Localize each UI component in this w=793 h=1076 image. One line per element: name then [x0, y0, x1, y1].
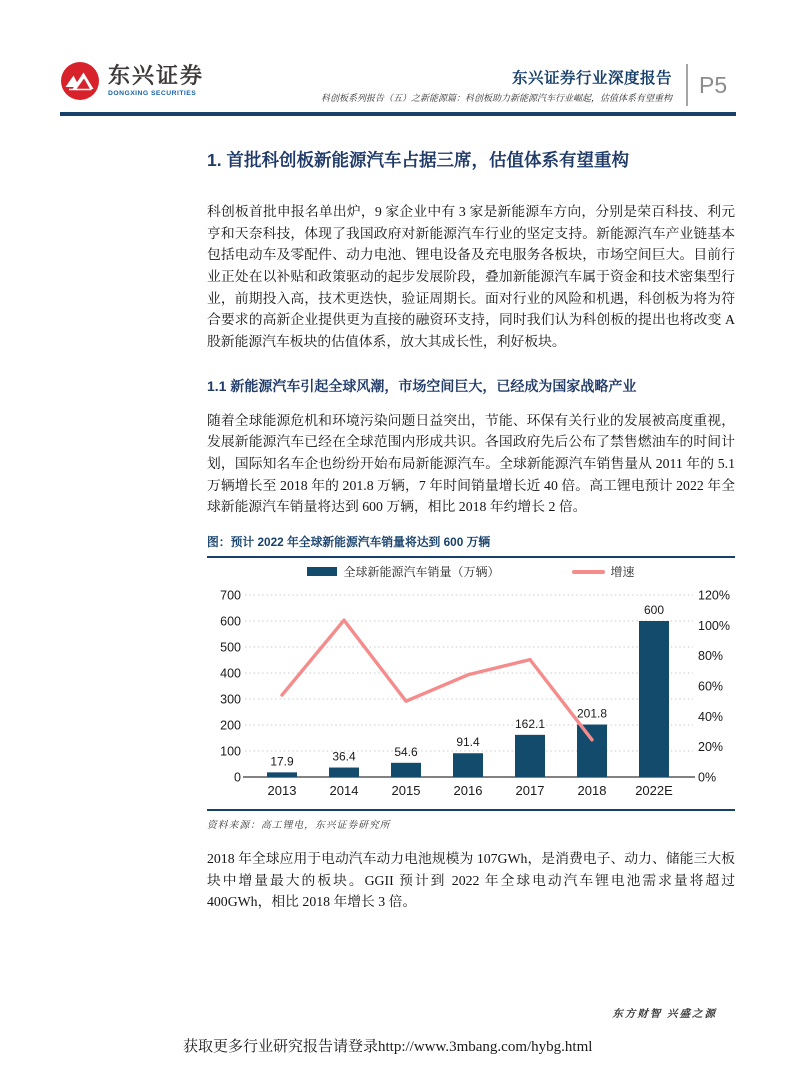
brand-logo	[60, 61, 204, 101]
sales-growth-chart	[207, 579, 735, 809]
svg-text:36.4: 36.4	[332, 749, 356, 764]
legend-label-growth: 增速	[610, 565, 635, 580]
svg-text:2017: 2017	[515, 782, 545, 798]
svg-text:2015: 2015	[391, 782, 421, 798]
dongxing-logo-icon	[60, 61, 100, 101]
svg-text:80%: 80%	[698, 649, 724, 664]
svg-text:100%: 100%	[698, 618, 730, 633]
svg-text:120%: 120%	[698, 588, 730, 603]
svg-text:2013: 2013	[267, 782, 297, 798]
legend-item-sales	[307, 563, 499, 580]
chart-legend	[207, 565, 735, 579]
brand-name-cn: 东兴证券	[108, 63, 205, 88]
footer-slogan: 东方财智 兴盛之源	[612, 1009, 717, 1020]
paragraph-3: 2018 年全球应用于电动汽车动力电池规模为 107GWh，是消费电子、动力、储能三大板块中增量最大的板块。GGII 预计到 2022 年全球电动汽车锂电池需求量将超过 400GWh，相比 2018 年增长 3 倍。	[207, 850, 735, 910]
section-1-heading: 1. 首批科创板新能源汽车占据三席，估值体系有望重构	[207, 150, 629, 170]
figure-title: 图：预计 2022 年全球新能源汽车销量将达到 600 万辆	[207, 534, 491, 549]
paragraph-1: 科创板首批申报名单出炉，9 家企业中有 3 家是新能源车方向，分别是荣百科技、利元亨和天奈科技，体现了我国政府对新能源汽车行业的坚定支持。新能源汽车产业链基本包括电动车及零配件、动力电池、锂电设备及充电服务各板块，市场空间巨大。目前行业正处在以补贴和政策驱动的起步发展阶段，叠加新能源汽车属于资金和技术密集型行业，前期投入高，技术更迭快，验证周期长。面对行业的风险和机遇，科创板为将为符合要求的高新企业提供更为直接的融资环支持，同时我们认为科创板的提出也将改变 A 股新能源汽车板块的估值体系，放大其成长性，利好板块。	[207, 204, 735, 349]
svg-text:17.9: 17.9	[270, 754, 294, 769]
report-type-title: 东兴证券行业深度报告	[511, 70, 672, 87]
svg-text:500: 500	[220, 640, 241, 655]
line-swatch-icon	[572, 570, 605, 574]
svg-text:91.4: 91.4	[456, 735, 480, 750]
header-rule	[60, 112, 736, 116]
svg-text:20%: 20%	[698, 740, 724, 755]
legend-label-sales: 全球新能源汽车销量（万辆）	[343, 565, 500, 580]
bar-swatch-icon	[307, 567, 337, 576]
svg-text:400: 400	[220, 666, 241, 681]
svg-text:60%: 60%	[698, 679, 724, 694]
svg-text:40%: 40%	[698, 709, 724, 724]
figure-ev-sales	[207, 533, 735, 831]
section-1-1-heading: 1.1 新能源汽车引起全球风潮，市场空间巨大，已经成为国家战略产业	[207, 377, 637, 394]
figure-top-rule	[207, 556, 735, 558]
report-subtitle: 科创板系列报告（五）之新能源篇：科创板助力新能源汽车行业崛起，估值体系有望重构	[320, 93, 672, 103]
report-header	[252, 66, 672, 104]
svg-text:0%: 0%	[698, 770, 717, 785]
svg-text:600: 600	[643, 602, 665, 617]
svg-text:300: 300	[220, 692, 241, 707]
main-content	[207, 147, 735, 913]
svg-text:2022E: 2022E	[635, 782, 673, 798]
figure-source: 资料来源：高工锂电，东兴证券研究所	[207, 819, 391, 831]
svg-text:700: 700	[220, 588, 241, 603]
svg-text:200: 200	[220, 718, 241, 733]
svg-text:2016: 2016	[453, 782, 483, 798]
svg-text:0: 0	[234, 770, 241, 785]
svg-text:600: 600	[220, 614, 241, 629]
brand-logo-text	[108, 65, 204, 97]
footer-promo-url: 获取更多行业研究报告请登录http://www.3mbang.com/hybg.html	[183, 1039, 593, 1055]
header-divider	[686, 64, 688, 106]
svg-text:100: 100	[220, 744, 241, 759]
brand-name-en: DONGXING SECURITIES	[108, 90, 197, 97]
figure-bottom-rule	[207, 809, 735, 811]
paragraph-2: 随着全球能源危机和环境污染问题日益突出，节能、环保有关行业的发展被高度重视，发展新能源汽车已经在全球范围内形成共识。各国政府先后公布了禁售燃油车的时间计划，国际知名车企也纷纷开始布局新能源汽车。全球新能源汽车销售量从 2011 年的 5.1 万辆增长至 2018 年的 201.8 万辆，7 年时间销量增长近 40 倍。高工锂电预计 2022 年全球新能源汽车销量将达到 600 万辆，相比 2018 年约增长 2 倍。	[207, 412, 735, 515]
svg-text:54.6: 54.6	[394, 744, 418, 759]
svg-text:162.1: 162.1	[514, 716, 546, 731]
page-number: P5	[699, 72, 728, 98]
svg-text:201.8: 201.8	[576, 706, 608, 721]
svg-text:2018: 2018	[577, 782, 607, 798]
svg-text:2014: 2014	[329, 782, 359, 798]
legend-item-growth	[572, 563, 635, 580]
